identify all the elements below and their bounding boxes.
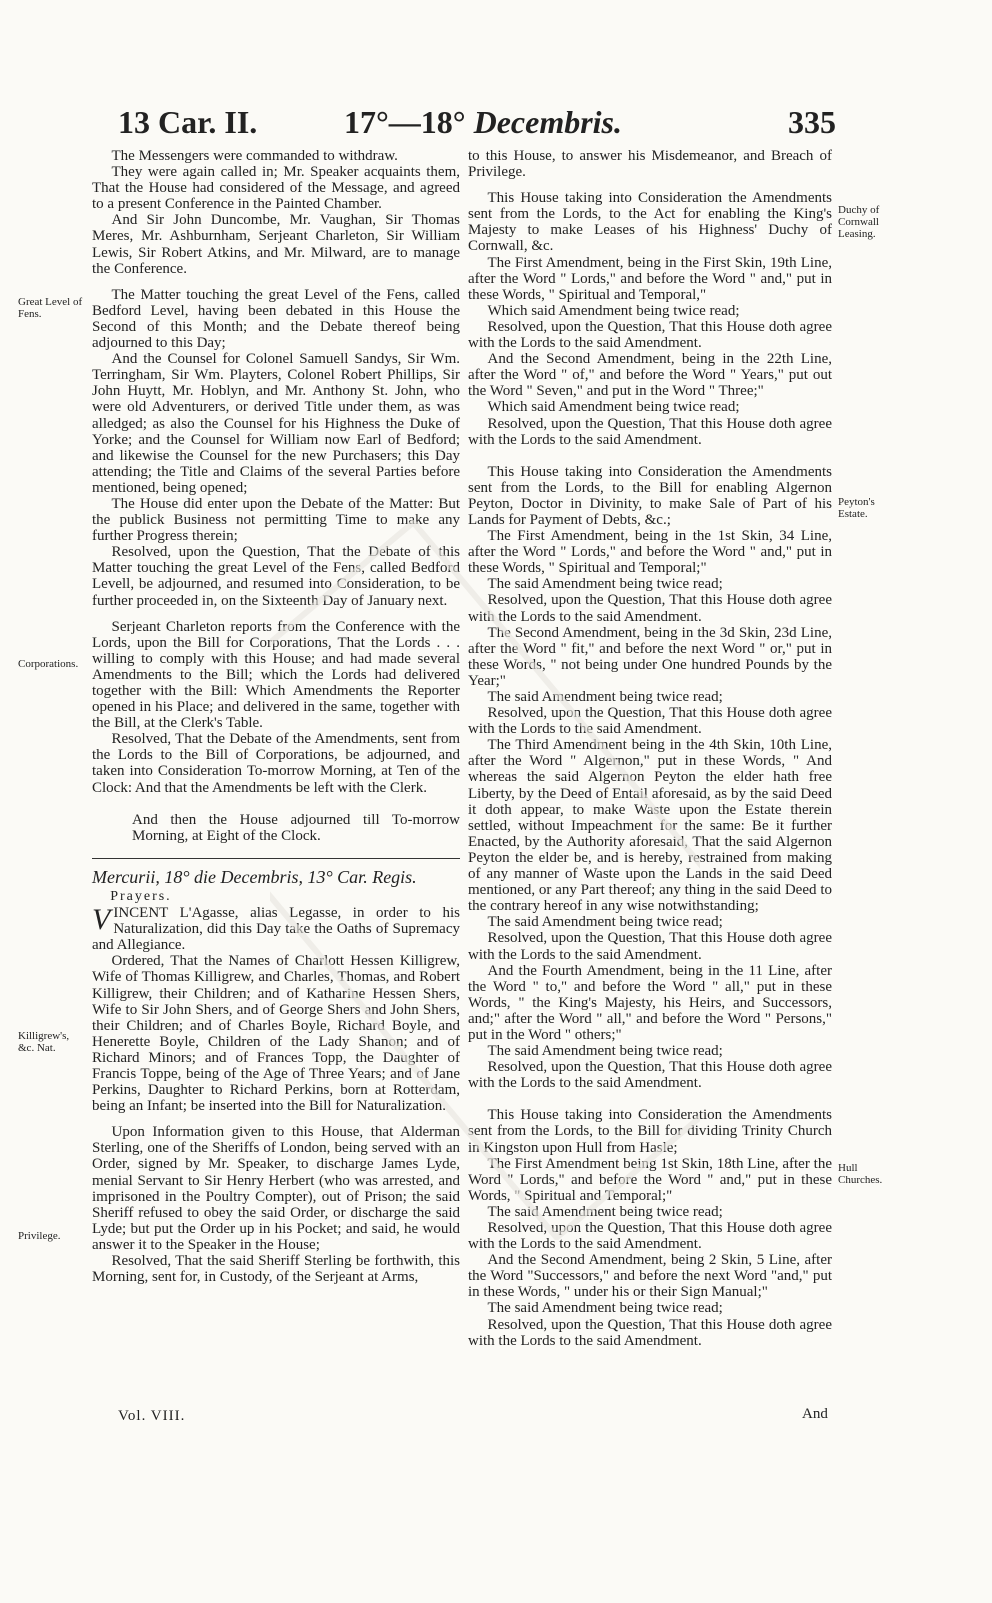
paragraph: Resolved, upon the Question, That this House doth agree with the Lords to the said Amendment.: [468, 930, 832, 963]
margin-note-peyton: Peyton's Estate.: [838, 496, 875, 520]
paragraph: The said Amendment being twice read;: [487, 689, 723, 705]
volume-label: Vol. VIII.: [118, 1408, 186, 1424]
header-regnal-year: 13 Car. II.: [118, 104, 258, 140]
paragraph: They were again called in; Mr. Speaker acquaints them, That the House had considered of the Message, and agreed to a present Conference in the Painted Chamber.: [92, 164, 460, 213]
paragraph: And the Second Amendment, being 2 Skin, 5 Line, after the Word "Successors," and before the next Word "and," put in these Words, " under his or their Sign Manual;": [468, 1252, 832, 1301]
paragraph: The Second Amendment, being in the 3d Skin, 23d Line, after the Word " fit," and before the next Word " or," put in these Words, " not being under One hundred Pounds by the Year;": [468, 624, 832, 689]
paragraph: And Sir John Duncombe, Mr. Vaughan, Sir Thomas Meres, Mr. Ashburnham, Serjeant Charleton, Sir William Lewis, Sir Robert Atkins, and Mr. Milward, are to manage the Conference.: [92, 212, 460, 277]
paragraph: This House taking into Consideration the Amendments sent from the Lords, to the Bill for enabling Algernon Peyton, Doctor in Divinity, to make Sale of Part of his Lands for Payment of Debts, &c.;: [468, 463, 832, 528]
paragraph: Resolved, upon the Question, That this House doth agree with the Lords to the said Amendment.: [468, 318, 832, 352]
paragraph: The First Amendment being 1st Skin, 18th Line, after the Word " Lords," and before the Word " and," put in these Words, " Spiritual and Temporal;": [468, 1155, 832, 1204]
paragraph: The said Amendment being twice read;: [487, 1043, 723, 1060]
paragraph: Serjeant Charleton reports from the Conference with the Lords, upon the Bill for Corporations, That the Lords . . . willing to comply with this House; and had made several Amendments to the Bill; which the Lords had delivered together with the Bill: Which Amendments the Reporter opened in his Place; and delivered in the same, together with the Bill, at the Clerk's Table.: [92, 618, 460, 732]
paragraph: The Matter touching the great Level of the Fens, called Bedford Level, having been debated in this House the Second of this Month; and the Debate thereof being adjourned to this Day;: [92, 286, 460, 352]
paragraph: Resolved, upon the Question, That this House doth agree with the Lords to the said Amendment.: [468, 592, 832, 625]
paragraph: Resolved, upon the Question, That this House doth agree with the Lords to the said Amendment.: [468, 1059, 832, 1092]
page-number: 335: [788, 104, 836, 140]
paragraph: The House did enter upon the Debate of the Matter: But the publick Business not permitting Time to make any further Progress therein;: [92, 495, 460, 545]
prayers-heading: Prayers.: [110, 888, 172, 904]
paragraph: This House taking into Consideration the Amendments sent from the Lords, to the Act for enabling the King's Majesty to make Leases of his Highness' Duchy of Cornwall, &c.: [468, 190, 832, 255]
paragraph: Resolved, upon the Question, That this House doth agree with the Lords to the said Amendment.: [468, 1220, 832, 1253]
margin-note-privilege: Privilege.: [18, 1230, 61, 1242]
margin-note-killigrew: Killigrew's, &c. Nat.: [18, 1030, 70, 1054]
margin-note-fens: Great Level of Fens.: [18, 296, 83, 320]
paragraph: Which said Amendment being twice read;: [487, 302, 740, 319]
paragraph: Resolved, upon the Question, That this House doth agree with the Lords to the said Amendment.: [468, 1316, 832, 1349]
header-days: 17°—18°: [344, 104, 466, 140]
paragraph-text: INCENT L'Agasse, alias Legasse, in order to his Naturalization, did this Day take the Oaths of Supremacy and Allegiance.: [92, 905, 460, 954]
left-column: [92, 148, 460, 1285]
running-header: [118, 104, 838, 148]
paragraph: [92, 905, 460, 953]
paragraph: The said Amendment being twice read;: [487, 914, 723, 931]
adjournment-line: And then the House adjourned till To-morrow Morning, at Eight of the Clock.: [132, 811, 460, 844]
paragraph: And the Second Amendment, being in the 22th Line, after the Word " of," and before the Word " Years," put out the Word " Seven," and put in the Word " Three;": [468, 351, 832, 400]
paragraph: Which said Amendment being twice read;: [487, 399, 740, 416]
margin-note-duchy: Duchy of Cornwall Leasing.: [838, 204, 880, 240]
paragraph: Resolved, That the said Sheriff Sterling be forthwith, this Morning, sent for, in Custody, of the Serjeant at Arms,: [92, 1253, 460, 1286]
header-month: Decembris.: [473, 104, 622, 140]
paragraph: Resolved, upon the Question, That this House doth agree with the Lords to the said Amendment.: [468, 705, 832, 738]
margin-note-hull: Hull Churches.: [838, 1162, 883, 1186]
paragraph: Resolved, upon the Question, That the Debate of this Matter touching the great Level of the Fens, called Bedford Levell, be adjourned, and resumed into Consideration, to be further proceeded in, on the Sixteenth Day of January next.: [92, 544, 460, 609]
paragraph: to this House, to answer his Misdemeanor, and Breach of Privilege.: [468, 148, 832, 181]
paragraph: Resolved, upon the Question, That this House doth agree with the Lords to the said Amendment.: [468, 415, 832, 448]
paragraph: And the Fourth Amendment, being in the 11 Line, after the Word " to," and before the Word " all," put in these Words, " the King's Majesty, his Heirs, and Successors, and;" after the Word " all," and before the Word " Persons," put in the Word " others;": [468, 962, 832, 1043]
paragraph: The Messengers were commanded to withdraw.: [111, 148, 398, 164]
drop-cap: V: [92, 903, 111, 937]
paragraph: The said Amendment being twice read;: [487, 1300, 723, 1317]
margin-note-corporations: Corporations.: [18, 658, 79, 670]
right-column: [468, 148, 832, 1349]
paragraph: This House taking into Consideration the Amendments sent from the Lords, to the Bill for dividing Trinity Church in Kingston upon Hull from Hasle;: [468, 1107, 832, 1156]
paragraph: The First Amendment, being in the 1st Skin, 34 Line, after the Word " Lords," and before the Word " and," put in these Words, " Spiritual and Temporal;": [468, 528, 832, 577]
section-divider: [92, 858, 460, 859]
paragraph: Upon Information given to this House, that Alderman Sterling, one of the Sheriffs of London, being served with an Order, signed by Mr. Speaker, to discharge James Lyde, menial Servant to Sir Henry Herbert (who was arrested, and imprisoned in the Poultry Compter), out of Prison; the said Sheriff refused to obey the said Order, or discharge the said Lyde; but put the Order up in his Pocket; and said, he would answer it to the Speaker in the House;: [92, 1124, 460, 1253]
paragraph: The said Amendment being twice read;: [487, 1203, 723, 1220]
catchword: And: [802, 1406, 828, 1422]
paragraph: The Third Amendment being in the 4th Skin, 10th Line, after the Word " Algernon," put in these Words, " And whereas the said Algernon Peyton the elder hath free Liberty, by the Deed of Entail aforesaid, as by the said Deed it doth appear, to make Waste upon the Estate therein settled, without Impeachment for the same: Be it further Enacted, by the Authority aforesaid, That the said Algernon Peyton the elder be, and is hereby, restrained from making of any manner of Waste upon the Lands in the said Deed mentioned, or any Part thereof; any thing in the said Deed to the contrary hereof in any wise notwithstanding;: [468, 737, 832, 915]
paragraph: And the Counsel for Colonel Samuell Sandys, Sir Wm. Terringham, Sir Wm. Playters, Colonel Robert Phillips, Sir John Huytt, Mr. Hoblyn, and Mr. Anthony St. John, who were old Adventurers, or derived Title under them, as was alledged; as also the Counsel for his Highness the Duke of Yorke; and the Counsel for William now Earl of Bedford; and likewise the Counsel for the new Purchasers; this Day attending; the Title and Claims of the several Parties before mentioned, being opened;: [92, 351, 460, 496]
header-date: [344, 104, 622, 141]
paragraph: The First Amendment, being in the First Skin, 19th Line, after the Word " Lords," and before the Word " and," put in these Words, " Spiritual and Temporal,": [468, 254, 832, 303]
session-heading: Mercurii, 18° die Decembris, 13° Car. Regis.: [92, 866, 417, 887]
paragraph: Ordered, That the Names of Charlott Hessen Killigrew, Wife of Thomas Killigrew, and Charles, Thomas, and Robert Killigrew, their Children; and of Katharine Hessen Shers, Wife to Sir John Shers, and of George Shers and John Shers, their Children; and of Charles Boyle, Richard Boyle, and Henerette Boyle, Children of the Lady Shanon; and of Richard Minors; and of Frances Topp, the Daughter of Francis Toppe, being of the Age of Three Years; and of Jane Perkins, Daughter to Richard Perkins, born at Rotterdam, being an Infant; be inserted into the Bill for Naturalization.: [92, 953, 460, 1115]
paragraph: Resolved, That the Debate of the Amendments, sent from the Lords to the Bill of Corporations, be adjourned, and taken into Consideration To-morrow Morning, at Ten of the Clock: And that the Amendments be left with the Clerk.: [92, 731, 460, 796]
paragraph: The said Amendment being twice read;: [487, 576, 723, 593]
